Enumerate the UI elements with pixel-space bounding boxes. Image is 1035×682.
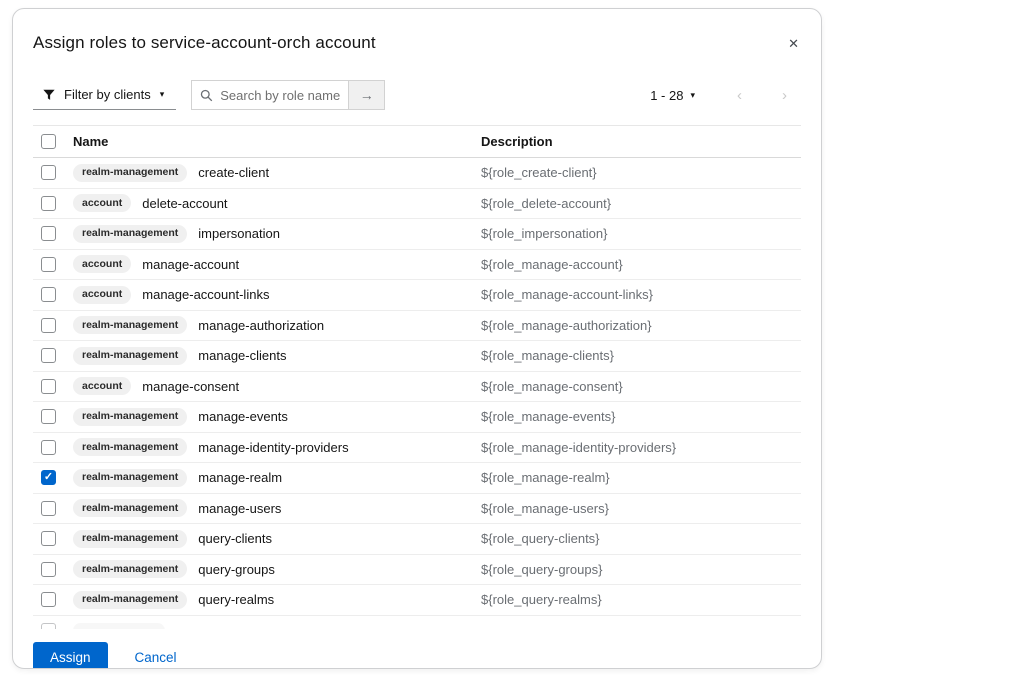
table-row <box>33 494 801 525</box>
role-description: ${role_query-realms} <box>481 592 602 608</box>
role-name: manage-clients <box>198 348 287 364</box>
filter-by-clients-dropdown[interactable] <box>33 80 176 110</box>
table-row <box>33 616 801 629</box>
table-row <box>33 219 801 250</box>
chevron-left-icon[interactable]: ‹ <box>737 86 742 104</box>
arrow-right-icon: → <box>359 87 374 103</box>
table-row <box>33 524 801 555</box>
caret-down-icon: ▾ <box>159 89 165 99</box>
role-description: ${role_manage-realm} <box>481 470 610 486</box>
table-row <box>33 280 801 311</box>
table-row <box>33 433 801 464</box>
toolbar <box>33 80 801 110</box>
client-badge: realm-management <box>73 347 187 365</box>
search-submit-button[interactable] <box>349 80 385 110</box>
chevron-right-icon[interactable]: › <box>782 86 787 104</box>
client-badge <box>73 623 165 629</box>
row-checkbox[interactable] <box>41 196 56 211</box>
role-description: ${role_manage-account} <box>481 256 623 272</box>
role-description: ${role_manage-authorization} <box>481 317 652 333</box>
role-name: manage-users <box>198 500 282 516</box>
role-name: manage-account-links <box>142 287 270 303</box>
client-badge: realm-management <box>73 469 187 487</box>
pagination-nav <box>737 88 787 103</box>
role-name: query-clients <box>198 531 272 547</box>
role-description: ${role_impersonation} <box>481 226 608 242</box>
client-badge: realm-management <box>73 591 187 609</box>
table-row <box>33 402 801 433</box>
role-name: impersonation <box>198 226 280 242</box>
pagination-range-label: 1 - 28 <box>650 87 684 103</box>
role-name: manage-realm <box>198 470 283 486</box>
row-checkbox[interactable] <box>41 287 56 302</box>
search-box <box>191 80 349 110</box>
role-description: ${role_manage-users} <box>481 500 609 516</box>
client-badge: realm-management <box>73 316 187 334</box>
search-group <box>191 80 385 110</box>
role-description: ${role_manage-events} <box>481 409 616 425</box>
row-checkbox[interactable] <box>41 257 56 272</box>
row-checkbox[interactable] <box>41 379 56 394</box>
client-badge: realm-management <box>73 225 187 243</box>
row-checkbox[interactable] <box>41 348 56 363</box>
role-name: create-client <box>198 165 270 181</box>
role-name: query-groups <box>198 561 275 577</box>
search-input[interactable] <box>220 88 340 103</box>
assign-roles-modal <box>12 8 822 669</box>
role-description: ${role_manage-consent} <box>481 378 623 394</box>
table-row <box>33 372 801 403</box>
role-description: ${role_query-groups} <box>481 561 603 577</box>
role-name: query-realms <box>198 592 275 608</box>
row-checkbox[interactable] <box>41 318 56 333</box>
role-description: ${role_create-client} <box>481 165 597 181</box>
table-row <box>33 189 801 220</box>
role-name: manage-events <box>198 409 288 425</box>
name-column-header: Name <box>73 134 109 149</box>
role-description: ${role_manage-account-links} <box>481 287 653 303</box>
client-badge: realm-management <box>73 499 187 517</box>
row-checkbox[interactable] <box>41 501 56 516</box>
table-row <box>33 311 801 342</box>
filter-icon <box>43 89 55 101</box>
modal-footer <box>33 642 801 670</box>
table-header-row <box>33 125 801 158</box>
table-row <box>33 555 801 586</box>
description-column-header: Description <box>481 134 553 149</box>
client-badge: realm-management <box>73 530 187 548</box>
table-row <box>33 250 801 281</box>
role-name: manage-identity-providers <box>198 439 349 455</box>
row-checkbox[interactable] <box>41 562 56 577</box>
role-name: delete-account <box>142 195 228 211</box>
roles-table <box>33 125 801 629</box>
row-checkbox[interactable] <box>41 226 56 241</box>
role-name: manage-consent <box>142 378 240 394</box>
table-row <box>33 585 801 616</box>
table-row <box>33 158 801 189</box>
row-checkbox[interactable] <box>41 531 56 546</box>
select-all-checkbox[interactable] <box>41 134 56 149</box>
client-badge: account <box>73 255 131 273</box>
check-icon: ✓ <box>43 471 54 484</box>
table-row <box>33 341 801 372</box>
partial-clipped-row <box>33 616 801 629</box>
row-checkbox[interactable] <box>41 409 56 424</box>
role-name: manage-authorization <box>198 317 325 333</box>
table-row <box>33 463 801 494</box>
row-checkbox[interactable] <box>41 623 56 629</box>
client-badge: account <box>73 194 131 212</box>
role-description: ${role_manage-identity-providers} <box>481 439 677 455</box>
modal-title: Assign roles to service-account-orch account <box>33 33 376 52</box>
role-description: ${role_query-clients} <box>481 531 600 547</box>
caret-down-icon: ▾ <box>690 89 695 100</box>
search-icon <box>200 89 213 102</box>
row-checkbox[interactable] <box>41 470 56 485</box>
pagination-range-dropdown[interactable] <box>650 88 695 103</box>
assign-button[interactable]: Assign <box>33 642 108 670</box>
role-description: ${role_delete-account} <box>481 195 612 211</box>
filter-label: Filter by clients <box>64 87 151 102</box>
row-checkbox[interactable] <box>41 592 56 607</box>
client-badge: account <box>73 377 131 395</box>
row-checkbox[interactable] <box>41 165 56 180</box>
client-badge: realm-management <box>73 560 187 578</box>
role-description: ${role_manage-clients} <box>481 348 614 364</box>
client-badge: realm-management <box>73 408 187 426</box>
row-checkbox[interactable] <box>41 440 56 455</box>
modal-header <box>33 33 801 53</box>
cancel-button[interactable]: Cancel <box>134 649 177 665</box>
client-badge: account <box>73 286 131 304</box>
client-badge: realm-management <box>73 438 187 456</box>
role-name: manage-account <box>142 256 240 272</box>
close-icon[interactable]: ✕ <box>788 36 799 51</box>
client-badge: realm-management <box>73 164 187 182</box>
pagination <box>650 88 801 103</box>
role-table-body <box>33 158 801 616</box>
